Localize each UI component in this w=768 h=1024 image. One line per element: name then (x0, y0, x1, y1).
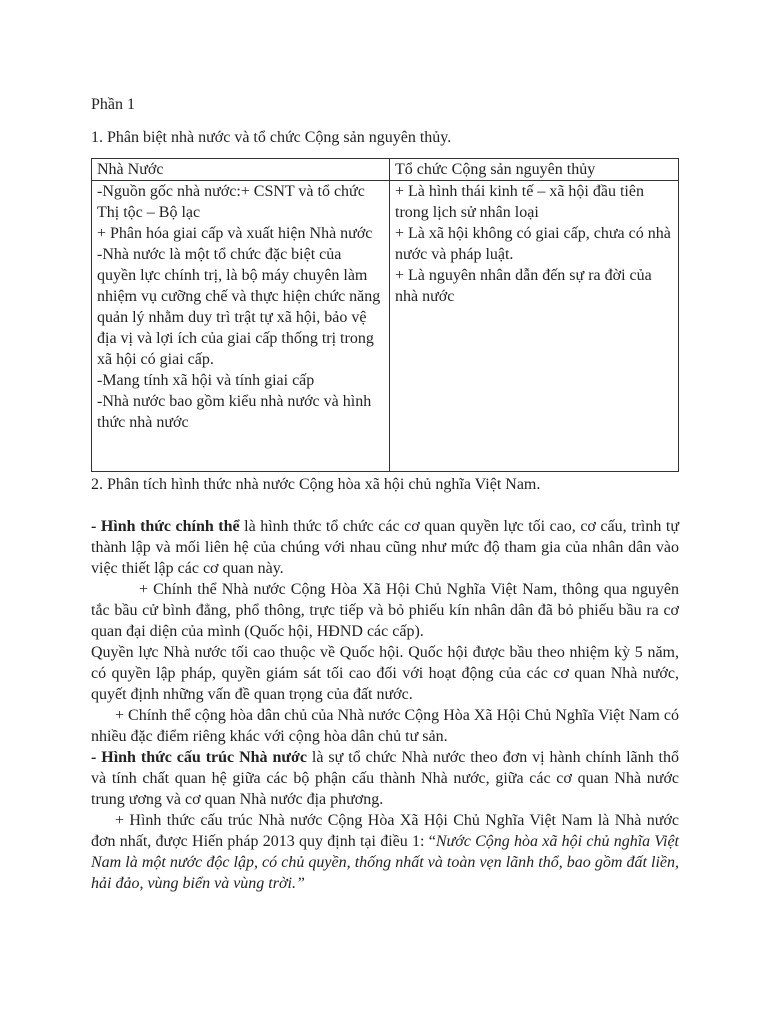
cell-line: -Nhà nước bao gồm kiểu nhà nước và hình thức nhà nước (97, 393, 372, 431)
paragraph-cau-truc (91, 747, 679, 810)
cell-line: -Mang tính xã hội và tính giai cấp (97, 372, 315, 389)
cell-line: -Nguồn gốc nhà nước:+ CSNT và tổ chức Thị tộc – Bộ lạc (97, 183, 365, 221)
part-heading: Phần 1 (91, 96, 135, 113)
cell-line: + Là nguyên nhân dẫn đến sự ra đời của nhà nước (395, 267, 652, 305)
paragraph-chinh-the (91, 516, 679, 579)
table-row (92, 181, 679, 472)
question-2-title: 2. Phân tích hình thức nhà nước Cộng hòa xã hội chủ nghĩa Việt Nam. (91, 476, 541, 493)
cell-cong-san (390, 181, 679, 472)
paragraph-chinh-the-detail: + Chính thể Nhà nước Cộng Hòa Xã Hội Chủ Nghĩa Việt Nam, thông qua nguyên tắc bầu cử bình đẳng, phổ thông, trực tiếp và bỏ phiếu kín nhân dân đã bỏ phiếu bầu ra cơ quan đại diện của mình (Quốc hội, HĐND các cấp). (91, 581, 679, 640)
paragraph-text: + Hình thức cấu trúc Nhà nước Cộng Hòa Xã Hội Chủ Nghĩa Việt Nam là Nhà nước đơn nhất, được Hiến pháp 2013 quy định tại điều 1: “ (91, 812, 679, 850)
paragraph-quyen-luc: Quyền lực Nhà nước tối cao thuộc về Quốc hội. Quốc hội được bầu theo nhiệm kỳ 5 năm, có quyền lập pháp, quyền giám sát tối cao đối với hoạt động của các cơ quan Nhà nước, quyết định những vấn đề quan trọng của đất nước. (91, 644, 679, 703)
paragraph-dac-diem: + Chính thể cộng hòa dân chủ của Nhà nước Cộng Hòa Xã Hội Chủ Nghĩa Việt Nam có nhiều đặc điểm riêng khác với cộng hòa dân chủ tư sản. (91, 707, 679, 745)
header-cong-san: Tổ chức Cộng sản nguyên thủy (390, 159, 679, 181)
spacer (91, 495, 679, 516)
constitution-quote: Nước Cộng hòa xã hội chủ nghĩa Việt Nam là một nước độc lập, có chủ quyền, thống nhất và toàn vẹn lãnh thổ, bao gồm đất liền, hải đảo, vùng biển và vùng trời.” (91, 833, 679, 892)
cell-nha-nuoc (92, 181, 390, 472)
document-page (91, 94, 679, 894)
term-cau-truc: - Hình thức cấu trúc Nhà nước (91, 749, 307, 766)
cell-line: + Là xã hội không có giai cấp, chưa có nhà nước và pháp luật. (395, 225, 671, 263)
cell-line: -Nhà nước là một tổ chức đặc biệt của quyền lực chính trị, là bộ máy chuyên làm nhiệm vụ cưỡng chế và thực hiện chức năng quản lý nhằm duy trì trật tự xã hội, bảo vệ địa vị và lợi ích của giai cấp thống trị trong xã hội có giai cấp. (97, 246, 381, 368)
table-header-row (92, 159, 679, 181)
header-nha-nuoc: Nhà Nước (92, 159, 390, 181)
paragraph-hien-phap (91, 810, 679, 894)
cell-line: + Là hình thái kinh tế – xã hội đầu tiên trong lịch sử nhân loại (395, 183, 644, 221)
term-chinh-the: - Hình thức chính thể (91, 518, 240, 535)
cell-line: + Phân hóa giai cấp và xuất hiện Nhà nước (97, 225, 373, 242)
question-1-title: 1. Phân biệt nhà nước và tổ chức Cộng sản nguyên thủy. (91, 129, 452, 146)
paragraph-text: là sự tổ chức Nhà nước theo đơn vị hành chính lãnh thổ và tính chất quan hệ giữa các bộ phận cấu thành Nhà nước, giữa các cơ quan Nhà nước trung ương và cơ quan Nhà nước địa phương. (91, 749, 680, 808)
paragraph-text: là hình thức tổ chức các cơ quan quyền lực tối cao, cơ cấu, trình tự thành lập và mối liên hệ của chúng với nhau cũng như mức độ tham gia của nhân dân vào việc thiết lập các cơ quan này. (91, 518, 679, 577)
comparison-table (91, 158, 679, 472)
